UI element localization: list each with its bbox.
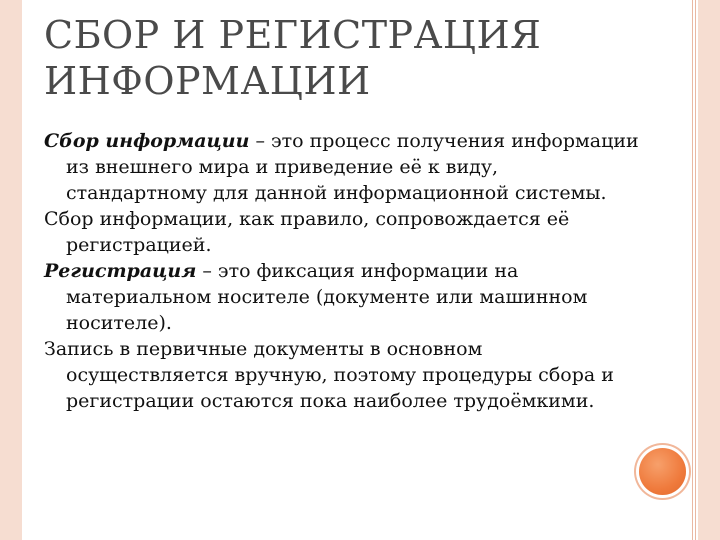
paragraph-text: – это процесс получения информации из внешнего мира и приведение её к виду, стандартному для данной информационной системы. [66,130,639,204]
term-collection: Сбор информации [44,130,250,152]
slide-right-border [698,0,720,540]
paragraph-collection-registration [44,206,644,258]
paragraph-text: Сбор информации, как правило, сопровождается её регистрацией. [44,208,570,256]
term-registration: Регистрация [44,260,197,282]
paragraph-registration-definition [44,258,644,336]
orange-circle-icon [639,448,686,495]
slide-accent-rule [692,0,696,540]
slide-left-border [0,0,22,540]
paragraph-text: – это фиксация информации на материальном носителе (документе или машинном носителе). [66,260,588,334]
slide-title: СБОР И РЕГИСТРАЦИЯ ИНФОРМАЦИИ [44,13,542,103]
paragraph-collection-definition [44,128,644,206]
paragraph-primary-documents [44,336,644,414]
paragraph-text: Запись в первичные документы в основном осуществляется вручную, поэтому процедуры сбора и регистрации остаются пока наиболее трудоёмкими. [44,338,614,412]
slide-body [44,128,644,414]
